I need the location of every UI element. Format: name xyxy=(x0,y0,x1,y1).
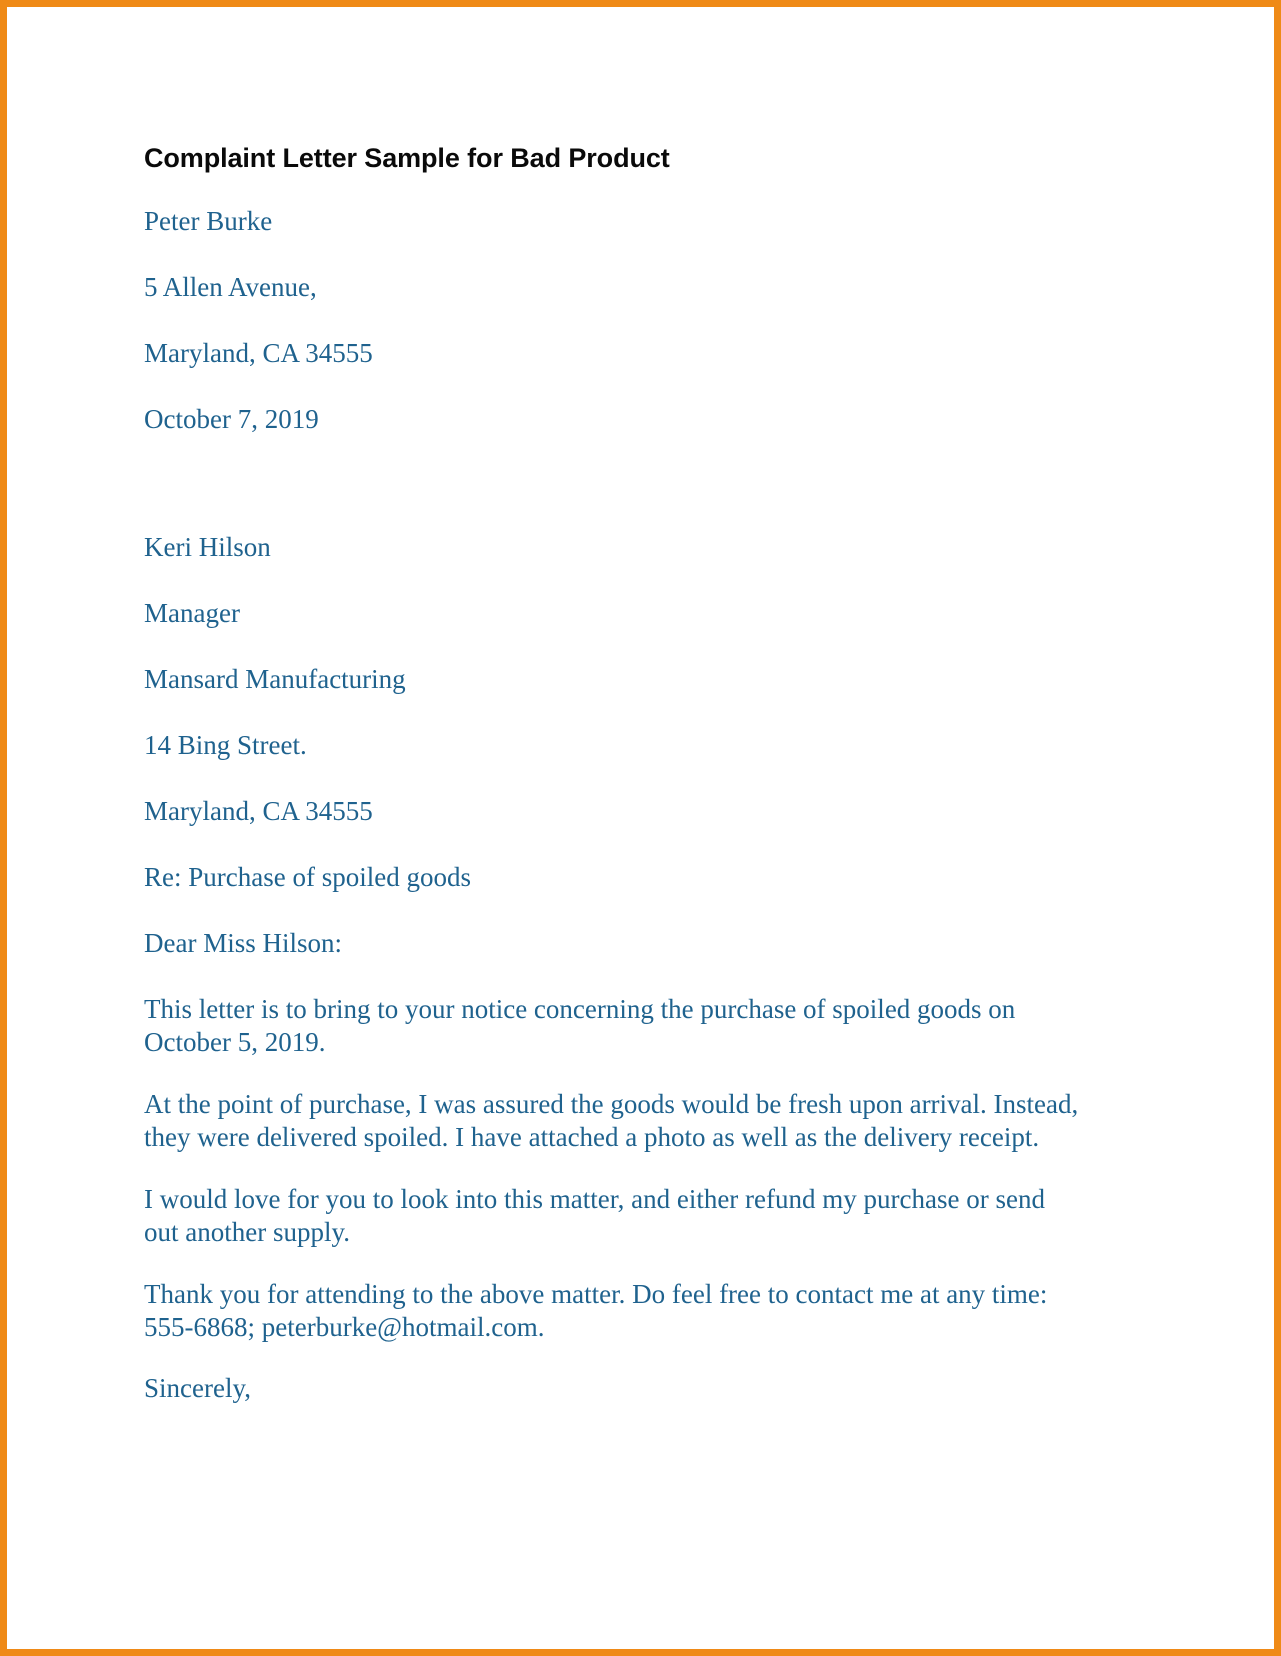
body-paragraph-2: At the point of purchase, I was assured the goods would be fresh upon arrival. Instead, they were delivered spoiled. I have attached a photo as well as the delivery receipt. xyxy=(144,1088,1079,1153)
address-spacer xyxy=(144,469,1099,531)
subject-line: Re: Purchase of spoiled goods xyxy=(144,861,471,892)
sender-address-block xyxy=(144,205,1099,436)
letter-document xyxy=(7,7,1274,1649)
recipient-city-state-zip: Maryland, CA 34555 xyxy=(144,795,373,826)
letter-closing xyxy=(144,1372,1099,1405)
sender-name: Peter Burke xyxy=(144,206,273,237)
body-paragraph-3: I would love for you to look into this matter, and either refund my purchase or send out another supply. xyxy=(144,1183,1045,1248)
recipient-company: Mansard Manufacturing xyxy=(144,664,406,695)
body-paragraph-1: This letter is to bring to your notice concerning the purchase of spoiled goods on October 5, 2019. xyxy=(144,993,1016,1058)
sender-city-state-zip: Maryland, CA 34555 xyxy=(144,338,373,369)
sender-street: 5 Allen Avenue, xyxy=(144,272,317,303)
recipient-address-block xyxy=(144,531,1099,828)
salutation: Dear Miss Hilson: xyxy=(144,927,342,958)
page-title: Complaint Letter Sample for Bad Product xyxy=(144,143,670,173)
recipient-job-title: Manager xyxy=(144,598,240,629)
letter-body xyxy=(144,993,1099,1345)
recipient-street: 14 Bing Street. xyxy=(144,729,307,760)
closing-salutation: Sincerely, xyxy=(144,1373,251,1404)
recipient-name: Keri Hilson xyxy=(144,532,271,563)
letter-date: October 7, 2019 xyxy=(144,404,319,435)
body-paragraph-4: Thank you for attending to the above matter. Do feel free to contact me at any time: 555-6868; peterburke@hotmail.com. xyxy=(144,1278,1048,1342)
